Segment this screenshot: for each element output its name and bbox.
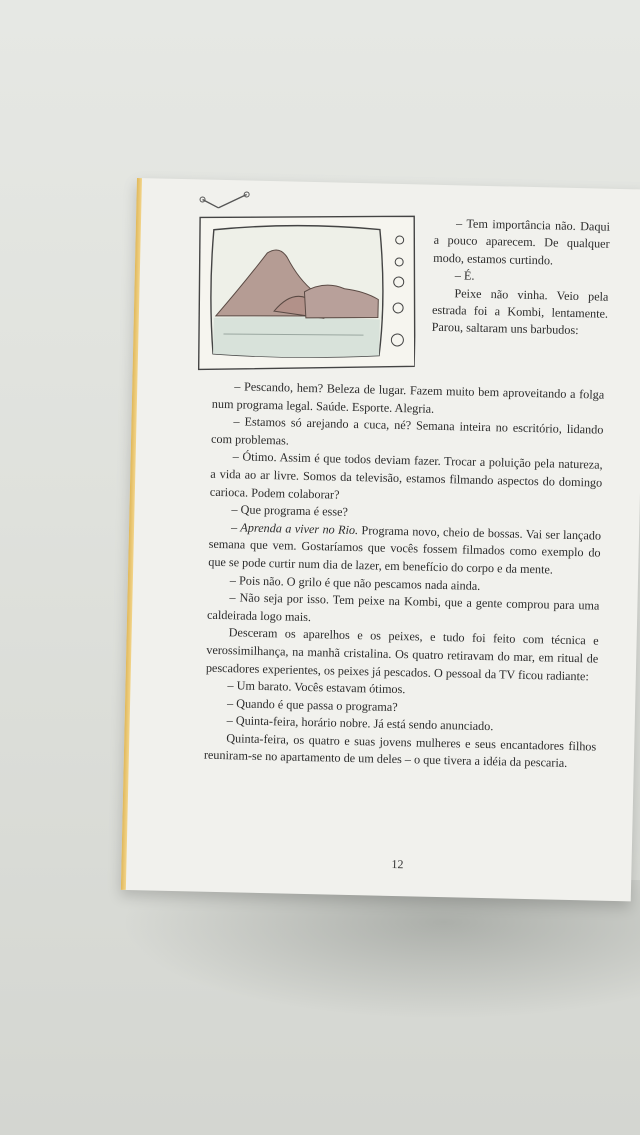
paragraph: – Que programa é esse? [231,502,349,520]
paragraph: – Pois não. O grilo é que não pescamos nada ainda. [229,572,481,593]
paragraph: Desceram os aparelhos e os peixes, e tudo foi feito com técnica e verossimilhança, na manhã cristalina. Os quatro retiravam do mar, em ritual de pescadores experientes, os peixes já pescados. O pessoal da TV ficou radiante: [205,625,599,683]
paragraph: – Quando é que passa o programa? [226,695,398,714]
side-paragraph-2: – É. [454,268,475,283]
paragraph: – Não seja por isso. Tem peixe na Kombi, que a gente comprou para uma caldeirada logo mais. [206,590,600,624]
paragraph-with-title [208,518,601,580]
page-edge [121,178,142,890]
tv-illustration [193,185,419,380]
paragraph: – Quinta-feira, horário nobre. Já está sendo anunciado. [226,713,494,734]
main-text [204,378,605,774]
paragraph: – Um barato. Vocês estavam ótimos. [227,678,406,697]
paragraph: – Ótimo. Assim é que todos deviam fazer. Trocar a poluição pela natureza, a vida ao ar livre. Somos da televisão, estamos filmando aspectos do domingo carioca. Podem colaborar? [209,449,603,502]
paragraph: Quinta-feira, os quatro e suas jovens mulheres e seus encantadores filhos reuniram-se no apartamento de um deles – o que tivera a idéia da pescaria. [203,731,597,771]
page-shadow [120,880,640,1020]
paragraph: – Estamos só arejando a cuca, né? Semana inteira no escritório, lidando com problemas. [210,414,604,448]
paragraph: – Pescando, hem? Beleza de lugar. Fazem muito bem aproveitando a folga num programa legal. Saúde. Esporte. Alegria. [211,379,605,416]
side-column [431,215,610,341]
page-number: 12 [391,856,404,872]
paragraph-continuation: Programa novo, cheio de bossas. Vai ser lançado semana que vem. Gostaríamos que vocês fossem filmados como exemplo do que se pode curtir num dia de lazer, em benefício do corpo e da mente. [208,522,602,577]
book-page [121,178,640,901]
program-title: – Aprenda a viver no Rio. [230,519,359,537]
side-paragraph-3: Peixe não vinha. Veio pela estrada foi a Kombi, lentamente. Parou, saltaram uns barbudos: [431,285,609,338]
side-paragraph-1: – Tem importância não. Daqui a pouco aparecem. De qualquer modo, estamos curtindo. [433,216,611,268]
